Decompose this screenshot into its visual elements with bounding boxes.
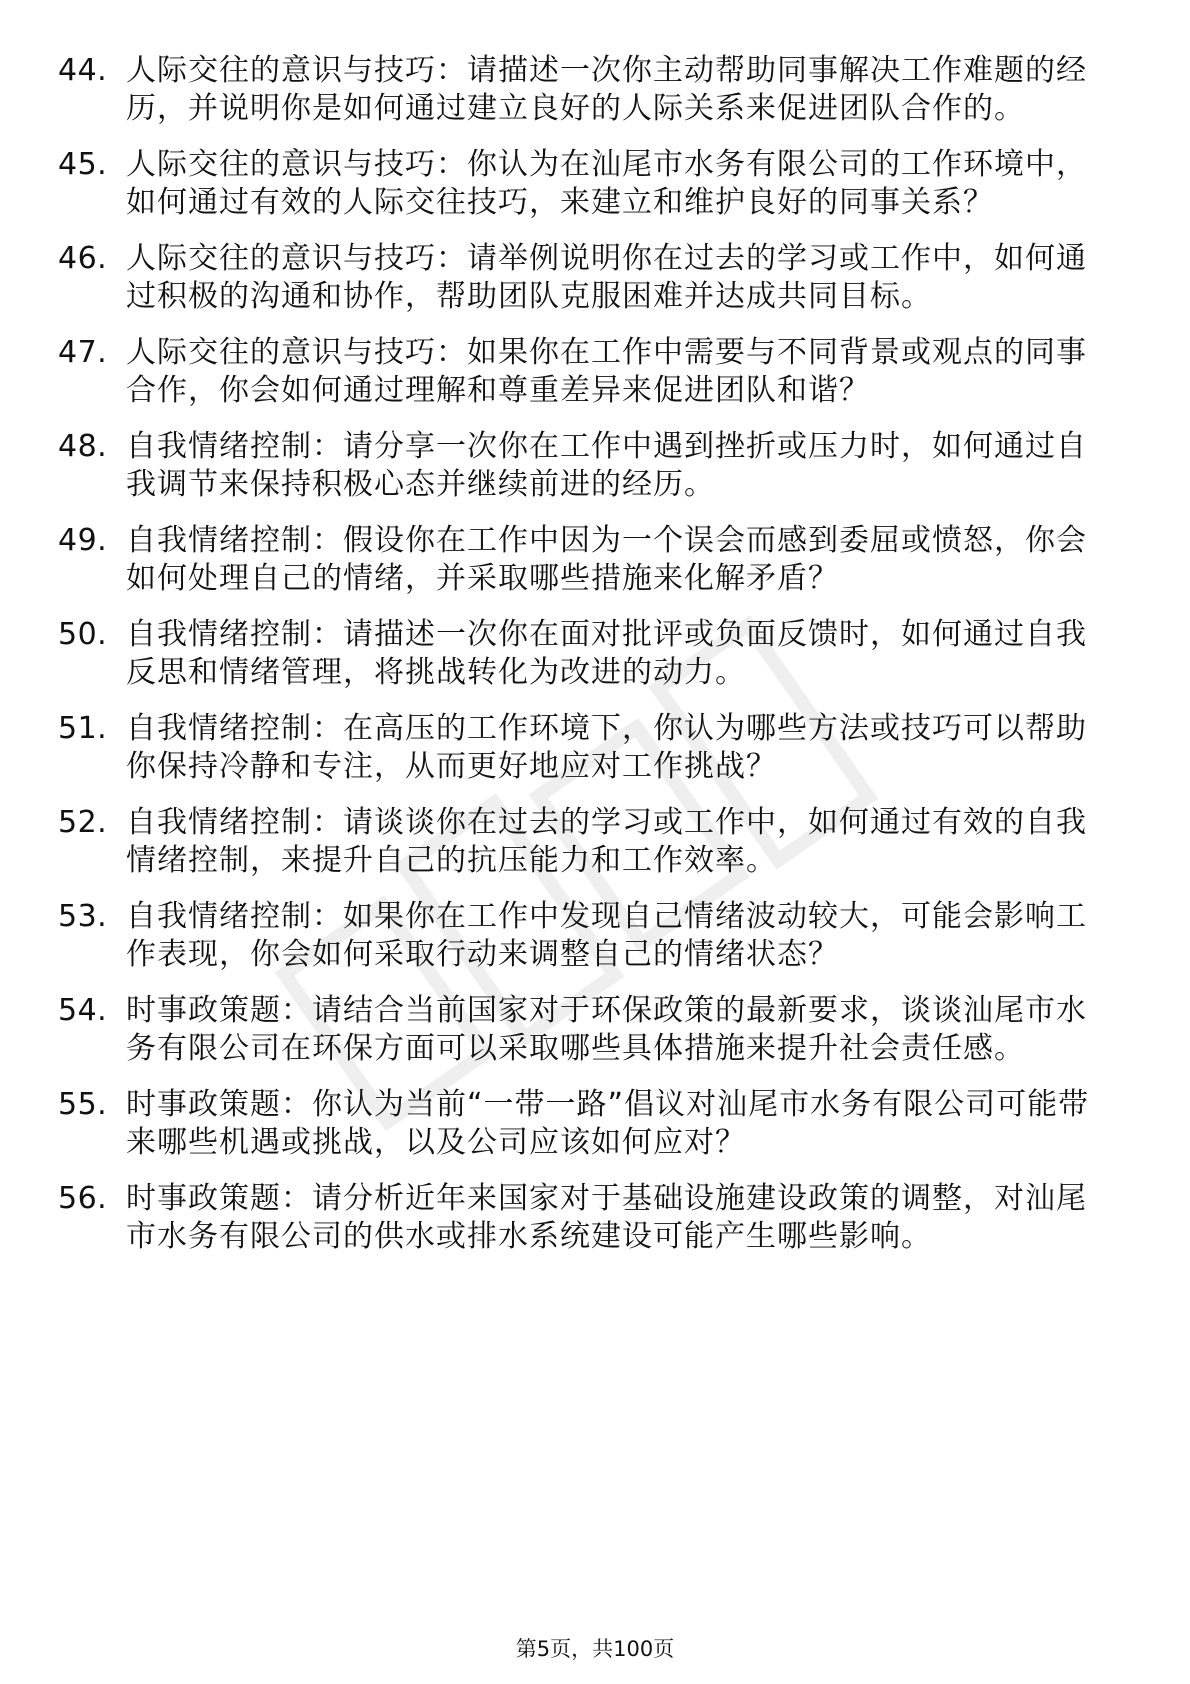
question-item [58,1086,1118,1162]
question-text: 时事政策题：请结合当前国家对于环保政策的最新要求，谈谈汕尾市水务有限公司在环保方面可以采取哪些具体措施来提升社会责任感。 [126,993,1087,1066]
question-number: 45. [58,147,108,182]
page-footer: 第5页，共100页 [515,1637,675,1661]
question-text: 自我情绪控制：如果你在工作中发现自己情绪波动较大，可能会影响工作表现，你会如何采取行动来调整自己的情绪状态？ [126,899,1087,972]
question-number: 49. [58,523,108,558]
question-text: 自我情绪控制：假设你在工作中因为一个误会而感到委屈或愤怒，你会如何处理自己的情绪，并采取哪些措施来化解矛盾？ [126,523,1087,596]
question-list [58,52,1118,1274]
question-item [58,522,1118,598]
question-text: 人际交往的意识与技巧：如果你在工作中需要与不同背景或观点的同事合作，你会如何通过理解和尊重差异来促进团队和谐？ [126,335,1087,408]
question-number: 52. [58,805,108,840]
question-number: 54. [58,993,108,1028]
question-item [58,334,1118,410]
question-text: 自我情绪控制：请谈谈你在过去的学习或工作中，如何通过有效的自我情绪控制，来提升自己的抗压能力和工作效率。 [126,805,1087,878]
question-number: 44. [58,53,108,88]
question-text: 时事政策题：请分析近年来国家对于基础设施建设政策的调整，对汕尾市水务有限公司的供水或排水系统建设可能产生哪些影响。 [126,1181,1087,1254]
question-text: 自我情绪控制：请描述一次你在面对批评或负面反馈时，如何通过自我反思和情绪管理，将挑战转化为改进的动力。 [126,617,1087,690]
question-number: 53. [58,899,108,934]
question-number: 55. [58,1087,108,1122]
question-item [58,992,1118,1068]
question-text: 自我情绪控制：请分享一次你在工作中遇到挫折或压力时，如何通过自我调节来保持积极心态并继续前进的经历。 [126,429,1087,502]
question-item [58,428,1118,504]
question-item [58,1180,1118,1256]
question-item [58,52,1118,128]
question-number: 50. [58,617,108,652]
question-text: 人际交往的意识与技巧：你认为在汕尾市水务有限公司的工作环境中，如何通过有效的人际交往技巧，来建立和维护良好的同事关系？ [126,147,1087,220]
question-text: 时事政策题：你认为当前“一带一路”倡议对汕尾市水务有限公司可能带来哪些机遇或挑战，以及公司应该如何应对？ [126,1087,1090,1160]
question-item [58,240,1118,316]
question-item [58,898,1118,974]
question-item [58,804,1118,880]
question-text: 人际交往的意识与技巧：请举例说明你在过去的学习或工作中，如何通过积极的沟通和协作，帮助团队克服困难并达成共同目标。 [126,241,1087,314]
question-text: 人际交往的意识与技巧：请描述一次你主动帮助同事解决工作难题的经历，并说明你是如何通过建立良好的人际关系来促进团队合作的。 [126,53,1087,126]
question-number: 48. [58,429,108,464]
question-item [58,616,1118,692]
question-item [58,710,1118,786]
question-number: 56. [58,1181,108,1216]
question-number: 46. [58,241,108,276]
question-number: 47. [58,335,108,370]
question-number: 51. [58,711,108,746]
question-text: 自我情绪控制：在高压的工作环境下，你认为哪些方法或技巧可以帮助你保持冷静和专注，从而更好地应对工作挑战？ [126,711,1087,784]
question-item [58,146,1118,222]
